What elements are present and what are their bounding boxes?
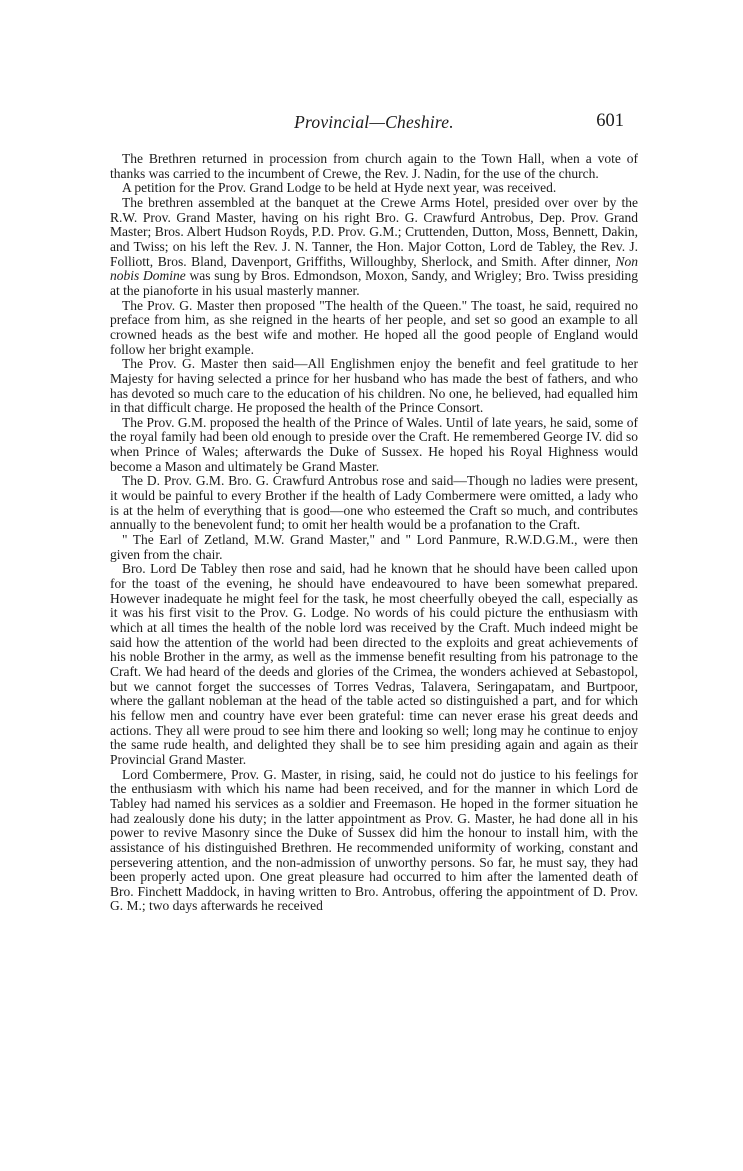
paragraph-queen-toast: The Prov. G. Master then proposed "The health of the Queen." The toast, he said, required no preface from him, as she reigned in the hearts of her people, and set so good an example to all crowned heads as the best wife and mother. He hoped all the good people of England would follow her bright example. (110, 297, 638, 357)
paragraph-prince-of-wales: The Prov. G.M. proposed the health of the Prince of Wales. Until of late years, he said, some of the royal family had been old enough to preside over the Craft. He remembered George IV. did so when Prince of Wales; afterwards the Duke of Sussex. He hoped his Royal Highness would become a Mason and ultimately be Grand Master. (110, 414, 638, 474)
paragraph-banquet: The brethren assembled at the banquet at the Crewe Arms Hotel, presided over over by the R.W. Prov. Grand Master, having on his right Bro. G. Crawfurd Antrobus, Dep. Prov. Grand Master; Bros. Albert Hudson Royds, P.D. Prov. G.M.; Cruttenden, Dutton, Moss, Bennett, Dakin, and Twiss; on his left the Rev. J. N. Tanner, the Hon. Major Cotton, Lord de Tabley, the Rev. J. Folliott, Bros. Bland, Davenport, Griffiths, Willoughby, Sherlock, and Smith. After dinner, Non nobis Domine was sung by Bros. Edmondson, Moxon, Sandy, and Wrigley; Bro. Twiss presiding at the pianoforte in his usual masterly manner. (110, 194, 638, 298)
paragraph-lady-combermere: The D. Prov. G.M. Bro. G. Crawfurd Antrobus rose and said—Though no ladies were present, it would be painful to every Brother if the health of Lady Combermere were omitted, a lady who is at the helm of everything that is good—one who esteemed the Craft so much, and contributes annually to the benevolent fund; to omit her health would be a profanation to the Craft. (110, 473, 638, 533)
body-text (110, 152, 638, 914)
paragraph-combermere-reply: Lord Combermere, Prov. G. Master, in rising, said, he could not do justice to his feelings for the enthusiasm with which his name had been received, and for the manner in which Lord de Tabley had named his services as a soldier and Freemason. He hoped in the former situation he had zealously done his duty; in the latter appointment as Prov. G. Master, he had done all in his power to revive Masonry since the Duke of Sussex did him the honour to install him, with the assistance of his distinguished Brethren. He recommended uniformity of working, constant and persevering attention, and the non-admission of unworthy persons. So far, he must say, they had been properly acted upon. One great pleasure had occurred to him after the lamented death of Bro. Finchett Maddock, in having written to Bro. Antrobus, offering the appointment of D. Prov. G. M.; two days afterwards he received (110, 766, 638, 914)
running-head: Provincial—Cheshire. (294, 112, 454, 132)
paragraph-return-procession: The Brethren returned in procession from church again to the Town Hall, when a vote of thanks was carried to the incumbent of Crewe, the Rev. J. Nadin, for the use of the church. (110, 151, 638, 181)
hymn-title: Non nobis Domine (110, 253, 638, 284)
paragraph-de-tabley: Bro. Lord De Tabley then rose and said, had he known that he should have been called upon for the toast of the evening, he should have endeavoured to have been somewhat prepared. However inadequate he might feel for the task, he most cheerfully obeyed the call, especially as it was his first visit to the Prov. G. Lodge. No words of his could picture the enthusiasm with which at all times the health of the noble lord was received by the Craft. Much indeed might be said how the attention of the world had been directed to the exploits and great achievements of his noble Brother in the army, as well as the immense benefit resulting from his patronage to the Craft. We had heard of the deeds and glories of the Crimea, the wonders achieved at Sebastopol, but we cannot forget the successes of Torres Vedras, Talavera, Seringapatam, and Burtpoor, where the gallant nobleman at the head of the table acted so distinguished a part, and for which his fellow men and country have ever been grateful: time can never erase his great deeds and actions. They all were proud to see him there and looking so well; long may he continue to enjoy the same rude health, and delighted they shall be to see him presiding again and again as their Provincial Grand Master. (110, 561, 638, 767)
page-header (110, 84, 638, 132)
page-number: 601 (596, 111, 624, 131)
paragraph-prince-consort: The Prov. G. Master then said—All Englishmen enjoy the benefit and feel gratitude to her Majesty for having selected a prince for her husband who has made the best of fathers, and who has devoted so much care to the education of his children. No one, he believed, had equalled him in that difficult charge. He proposed the health of the Prince Consort. (110, 356, 638, 416)
paragraph-zetland-panmure: " The Earl of Zetland, M.W. Grand Master," and " Lord Panmure, R.W.D.G.M., were then given from the chair. (110, 532, 638, 562)
paragraph-petition: A petition for the Prov. Grand Lodge to be held at Hyde next year, was received. (122, 180, 557, 196)
document-page (110, 84, 638, 914)
